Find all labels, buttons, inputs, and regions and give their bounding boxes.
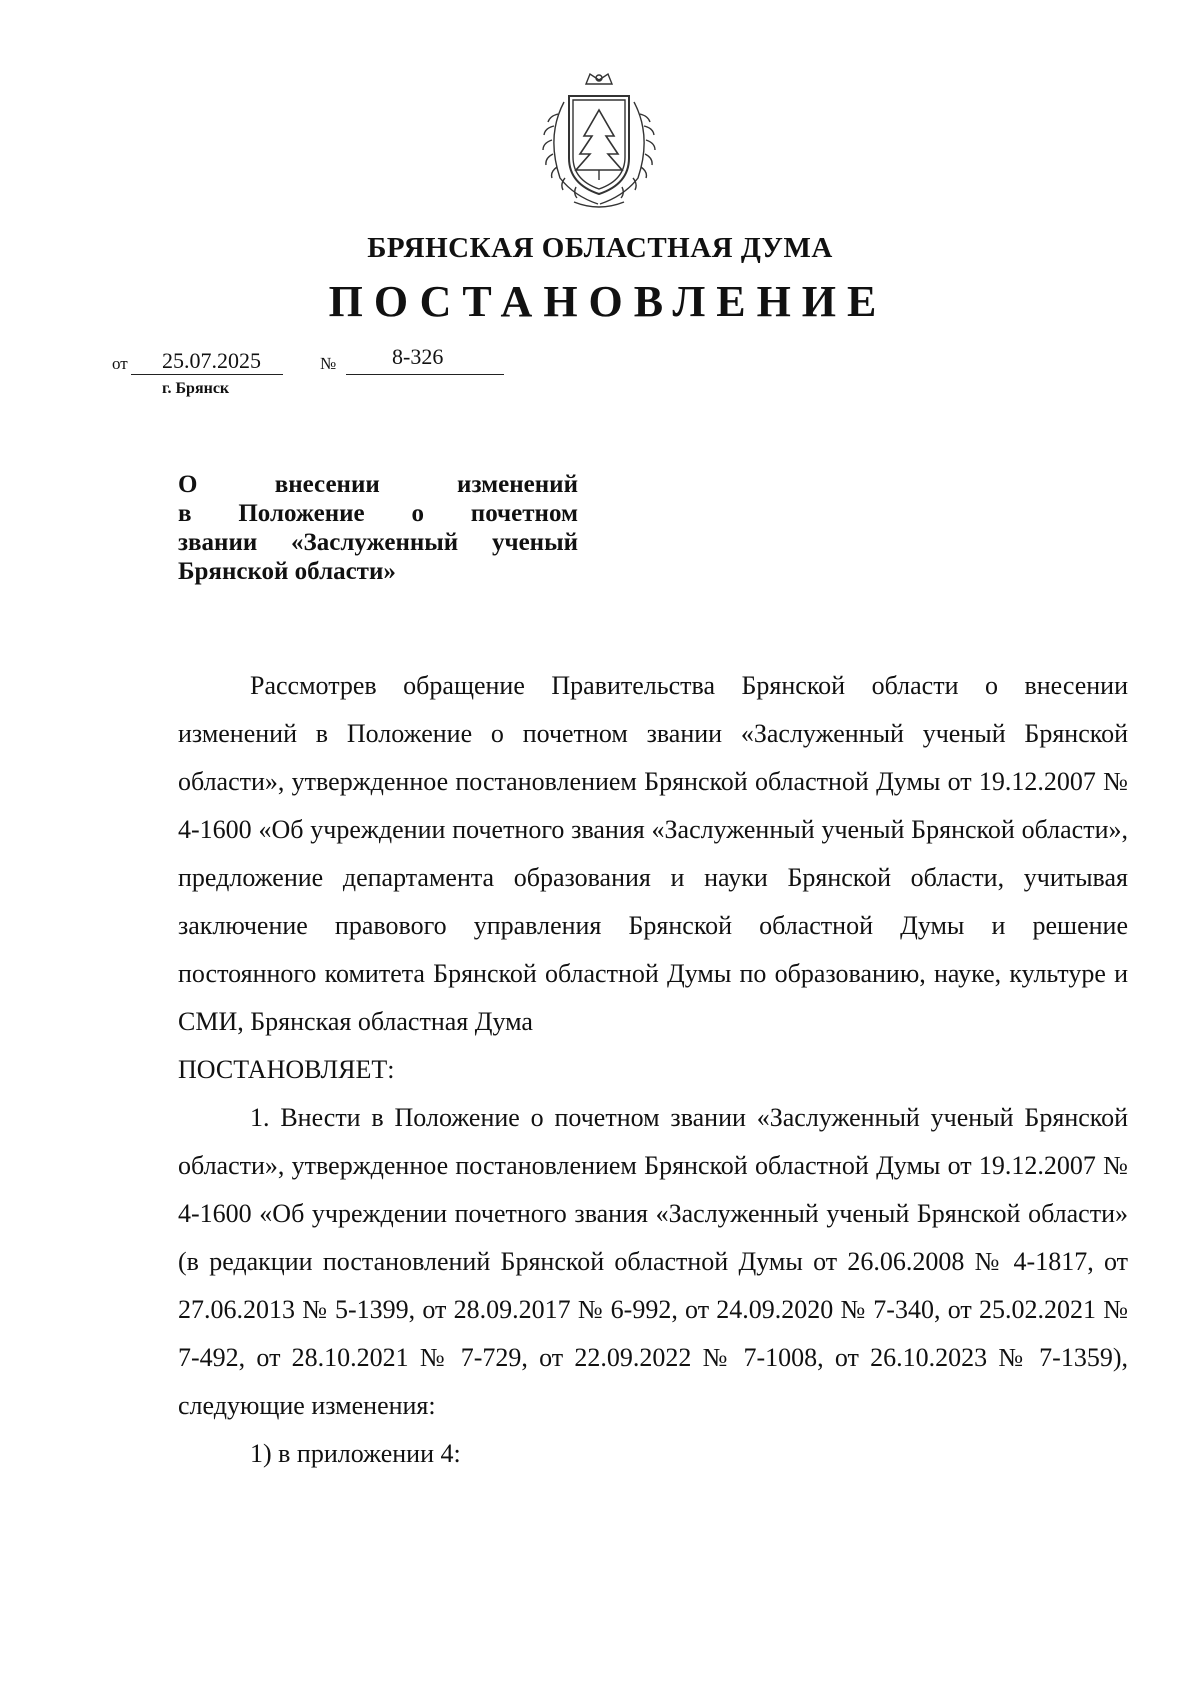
- subject-line: звании «Заслуженный ученый: [178, 529, 578, 556]
- subitem-1-paragraph: 1) в приложении 4:: [250, 1439, 461, 1468]
- date-prefix: от: [112, 354, 128, 373]
- preamble-paragraph: Рассмотрев обращение Правительства Брянской области о внесении изменений в Положение о почетном звании «Заслуженный ученый Брянской области», утвержденное постановлением Брянской областной Думы от 19.12.2007 № 4-1600 «Об учреждении почетного звания «Заслуженный ученый Брянской области», предложение департамента образования и науки Брянской области, учитывая заключение правового управления Брянской областной Думы и решение постоянного комитета Брянской областной Думы по образованию, науке, культуре и СМИ, Брянская областная Дума: [178, 671, 1128, 1036]
- date-underline: [131, 374, 283, 375]
- subject-line: в Положение о почетном: [178, 500, 578, 527]
- subject-line: Брянской области»: [178, 558, 396, 585]
- document-body: [178, 662, 1128, 1478]
- city-label: г. Брянск: [162, 380, 230, 397]
- document-type-title: ПОСТАНОВЛЕНИЕ: [328, 277, 888, 326]
- number-underline: [346, 374, 504, 375]
- document-date: 25.07.2025: [162, 348, 261, 373]
- organization-name: БРЯНСКАЯ ОБЛАСТНАЯ ДУМА: [367, 232, 833, 264]
- item-1-paragraph: 1. Внести в Положение о почетном звании «Заслуженный ученый Брянской области», утвержденное постановлением Брянской областной Думы от 19.12.2007 № 4-1600 «Об учреждении почетного звания «Заслуженный ученый Брянской области» (в редакции постановлений Брянской областной Думы от 26.06.2008 № 4-1817, от 27.06.2013 № 5-1399, от 28.09.2017 № 6-992, от 24.09.2020 № 7-340, от 25.02.2021 № 7-492, от 28.10.2021 № 7-729, от 22.09.2022 № 7-1008, от 26.10.2023 № 7-1359), следующие изменения:: [178, 1103, 1128, 1420]
- document-number: 8-326: [392, 344, 444, 369]
- resolves-keyword: ПОСТАНОВЛЯЕТ:: [178, 1055, 395, 1084]
- subject-line: О внесении изменений: [178, 471, 578, 498]
- document-subject: [178, 470, 578, 586]
- number-prefix: №: [320, 354, 337, 373]
- bryansk-coat-of-arms-icon: [524, 66, 674, 214]
